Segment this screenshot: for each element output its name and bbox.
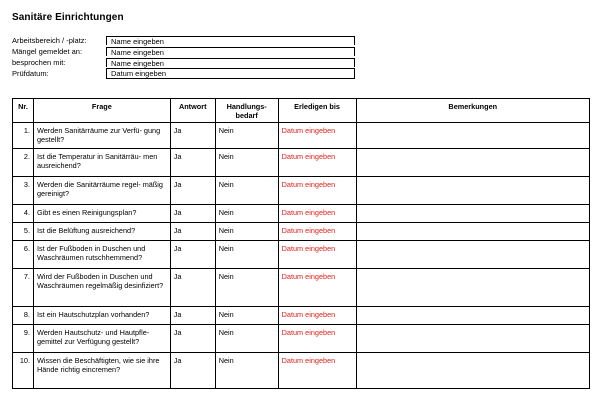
row-erledigen-bis[interactable]: Datum eingeben [278, 149, 356, 177]
row-handlungsbedarf[interactable]: Nein [215, 353, 278, 389]
row-antwort[interactable]: Ja [170, 223, 215, 241]
row-frage: Ist die Belüftung ausreichend? [33, 223, 170, 241]
row-nr: 7. [13, 269, 34, 307]
arbeitsbereich-field[interactable]: Name eingeben [106, 36, 355, 46]
row-handlungsbedarf[interactable]: Nein [215, 149, 278, 177]
row-nr: 8. [13, 307, 34, 325]
row-handlungsbedarf[interactable]: Nein [215, 177, 278, 205]
row-nr: 10. [13, 353, 34, 389]
row-bemerkungen[interactable] [356, 223, 589, 241]
field-label-arbeitsbereich: Arbeitsbereich / -platz: [12, 36, 87, 45]
header-antwort: Antwort [170, 99, 215, 123]
row-erledigen-bis[interactable]: Datum eingeben [278, 205, 356, 223]
row-antwort[interactable]: Ja [170, 353, 215, 389]
row-bemerkungen[interactable] [356, 149, 589, 177]
row-frage: Ist ein Hautschutzplan vorhanden? [33, 307, 170, 325]
row-handlungsbedarf[interactable]: Nein [215, 123, 278, 149]
row-handlungsbedarf[interactable]: Nein [215, 223, 278, 241]
row-bemerkungen[interactable] [356, 205, 589, 223]
row-bemerkungen[interactable] [356, 353, 589, 389]
row-erledigen-bis[interactable]: Datum eingeben [278, 223, 356, 241]
field-label-maengel: Mängel gemeldet an: [12, 47, 83, 56]
row-antwort[interactable]: Ja [170, 241, 215, 269]
row-nr: 2. [13, 149, 34, 177]
row-handlungsbedarf[interactable]: Nein [215, 205, 278, 223]
row-erledigen-bis[interactable]: Datum eingeben [278, 123, 356, 149]
row-nr: 9. [13, 325, 34, 353]
table-row [13, 123, 590, 149]
field-row-pruefdatum [12, 68, 357, 79]
header-erledigen: Erledigen bis [278, 99, 356, 123]
table-row [13, 177, 590, 205]
header-fields [12, 35, 357, 79]
pruefdatum-field[interactable]: Datum eingeben [106, 68, 355, 79]
header-handlungsbedarf-line2: bedarf [235, 111, 258, 120]
row-erledigen-bis[interactable]: Datum eingeben [278, 241, 356, 269]
checklist-table [12, 98, 590, 389]
maengel-gemeldet-field[interactable]: Name eingeben [106, 47, 355, 57]
besprochen-mit-field[interactable]: Name eingeben [106, 58, 355, 68]
row-bemerkungen[interactable] [356, 269, 589, 307]
row-frage: Werden Hautschutz- und Hautpfle- gemittel zur Verfügung gestellt? [33, 325, 170, 353]
row-nr: 5. [13, 223, 34, 241]
row-antwort[interactable]: Ja [170, 123, 215, 149]
table-row [13, 149, 590, 177]
document-title: Sanitäre Einrichtungen [12, 12, 124, 23]
header-bemerkungen: Bemerkungen [356, 99, 589, 123]
table-row [13, 269, 590, 307]
table-header-row [13, 99, 590, 123]
row-handlungsbedarf[interactable]: Nein [215, 269, 278, 307]
row-nr: 4. [13, 205, 34, 223]
row-frage: Wird der Fußboden in Duschen und Waschräumen regelmäßig desinfiziert? [33, 269, 170, 307]
row-bemerkungen[interactable] [356, 177, 589, 205]
header-handlungsbedarf-line1: Handlungs- [226, 102, 267, 111]
row-antwort[interactable]: Ja [170, 177, 215, 205]
row-bemerkungen[interactable] [356, 123, 589, 149]
row-erledigen-bis[interactable]: Datum eingeben [278, 177, 356, 205]
row-nr: 3. [13, 177, 34, 205]
row-frage: Werden die Sanitärräume regel- mäßig gereinigt? [33, 177, 170, 205]
row-handlungsbedarf[interactable]: Nein [215, 307, 278, 325]
table-row [13, 307, 590, 325]
row-frage: Ist die Temperatur in Sanitärräu- men ausreichend? [33, 149, 170, 177]
row-erledigen-bis[interactable]: Datum eingeben [278, 325, 356, 353]
row-frage: Ist der Fußboden in Duschen und Waschräumen rutschhemmend? [33, 241, 170, 269]
header-handlungsbedarf [215, 99, 278, 123]
table-row [13, 325, 590, 353]
row-handlungsbedarf[interactable]: Nein [215, 325, 278, 353]
row-frage: Wissen die Beschäftigten, wie sie ihre Hände richtig eincremen? [33, 353, 170, 389]
header-frage: Frage [33, 99, 170, 123]
row-nr: 1. [13, 123, 34, 149]
row-handlungsbedarf[interactable]: Nein [215, 241, 278, 269]
field-label-besprochen: besprochen mit: [12, 58, 66, 67]
table-row [13, 241, 590, 269]
row-bemerkungen[interactable] [356, 325, 589, 353]
field-row-besprochen [12, 57, 357, 68]
row-erledigen-bis[interactable]: Datum eingeben [278, 307, 356, 325]
header-nr: Nr. [13, 99, 34, 123]
field-label-pruefdatum: Prüfdatum: [12, 69, 49, 78]
row-antwort[interactable]: Ja [170, 149, 215, 177]
table-row [13, 223, 590, 241]
row-bemerkungen[interactable] [356, 307, 589, 325]
table-row [13, 205, 590, 223]
row-antwort[interactable]: Ja [170, 307, 215, 325]
row-nr: 6. [13, 241, 34, 269]
row-bemerkungen[interactable] [356, 241, 589, 269]
field-row-arbeitsbereich [12, 35, 357, 46]
row-antwort[interactable]: Ja [170, 269, 215, 307]
row-frage: Werden Sanitärräume zur Verfü- gung gestellt? [33, 123, 170, 149]
field-row-maengel [12, 46, 357, 57]
row-antwort[interactable]: Ja [170, 325, 215, 353]
row-erledigen-bis[interactable]: Datum eingeben [278, 269, 356, 307]
row-erledigen-bis[interactable]: Datum eingeben [278, 353, 356, 389]
table-row [13, 353, 590, 389]
row-frage: Gibt es einen Reinigungsplan? [33, 205, 170, 223]
row-antwort[interactable]: Ja [170, 205, 215, 223]
